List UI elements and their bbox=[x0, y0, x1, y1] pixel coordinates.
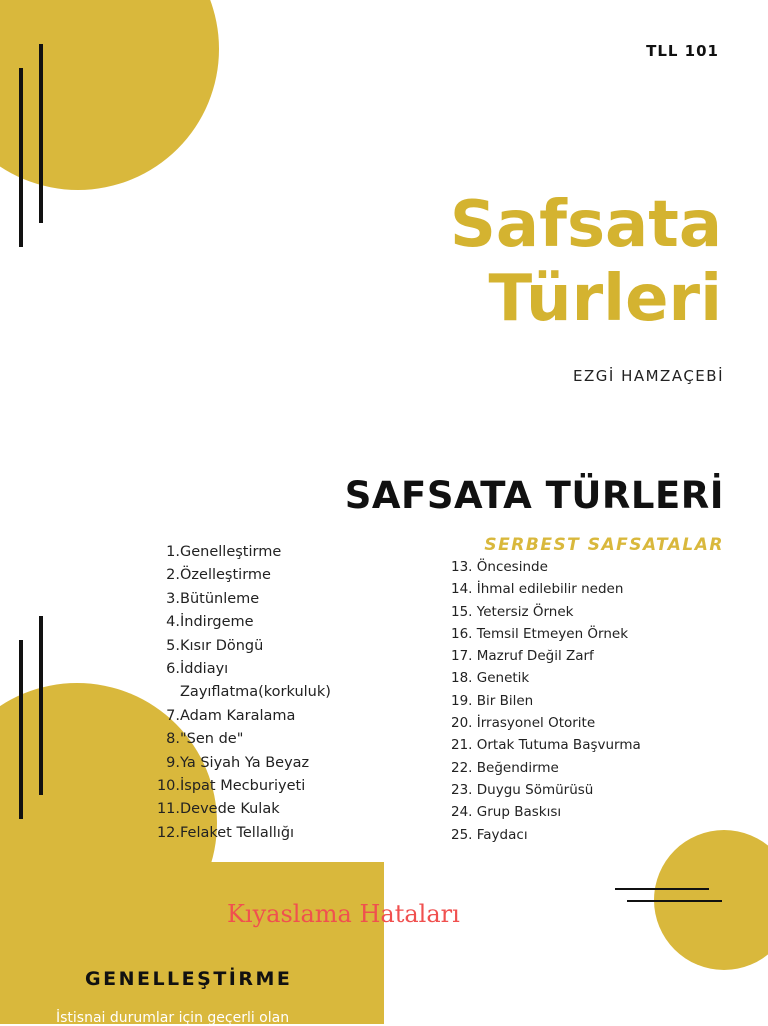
list-item bbox=[140, 635, 380, 658]
author-name: EZGİ HAMZAÇEBİ bbox=[573, 367, 724, 385]
mid-vertical-line-right bbox=[39, 616, 43, 795]
list-item-text: İspat Mecburiyeti bbox=[180, 777, 306, 794]
list-item bbox=[140, 752, 380, 775]
list-item bbox=[140, 658, 380, 705]
bottom-horizontal-line-bottom bbox=[627, 900, 722, 902]
list-item bbox=[140, 541, 380, 564]
list-item: 20. İrrasyonel Otorite bbox=[451, 715, 596, 732]
list-item: 19. Bir Bilen bbox=[451, 692, 534, 709]
list-item-text: Devede Kulak bbox=[180, 801, 280, 818]
list-item: 24. Grup Baskısı bbox=[451, 804, 562, 821]
genellestirme-description: İstisnai durumlar için geçerli olan bbox=[56, 1010, 290, 1026]
list-item-number: 11. bbox=[156, 801, 180, 818]
list-item-number: 1. bbox=[166, 544, 180, 560]
list-item-text: İddiayı Zayıflatma(korkuluk) bbox=[180, 660, 331, 701]
mid-vertical-line-left bbox=[19, 640, 23, 819]
bottom-horizontal-line-top bbox=[615, 888, 709, 890]
section-heading: SAFSATA TÜRLERİ bbox=[344, 474, 724, 517]
list-item bbox=[140, 588, 380, 611]
list-item-text: Felaket Tellallığı bbox=[180, 824, 295, 841]
right-fallacy-list bbox=[451, 556, 641, 846]
course-code: TLL 101 bbox=[646, 42, 719, 60]
list-item: 17. Mazruf Değil Zarf bbox=[451, 648, 594, 665]
list-item: 13. Öncesinde bbox=[451, 559, 548, 575]
list-item: 14. İhmal edilebilir neden bbox=[451, 581, 624, 598]
list-item: 15. Yetersiz Örnek bbox=[451, 603, 574, 620]
title-line-1: Safsata bbox=[449, 188, 722, 262]
footer-yellow-block bbox=[0, 862, 384, 1024]
list-item-text: Kısır Döngü bbox=[180, 637, 264, 654]
list-item: 16. Temsil Etmeyen Örnek bbox=[451, 625, 629, 642]
list-item-number: 2. bbox=[166, 567, 180, 584]
section-subheading: SERBEST SAFSATALAR bbox=[484, 535, 724, 555]
list-item-text: Ya Siyah Ya Beyaz bbox=[180, 754, 310, 771]
genellestirme-heading: GENELLEŞTİRME bbox=[85, 968, 293, 990]
list-item-number: 12. bbox=[156, 824, 180, 841]
list-item bbox=[140, 564, 380, 587]
left-fallacy-list bbox=[140, 541, 380, 845]
list-item-text: Adam Karalama bbox=[180, 707, 296, 724]
list-item: 21. Ortak Tutuma Başvurma bbox=[451, 737, 641, 754]
top-left-circle bbox=[0, 0, 219, 190]
list-item-number: 8. bbox=[166, 731, 180, 748]
list-item-text: Bütünleme bbox=[180, 590, 260, 607]
list-item-number: 9. bbox=[166, 754, 180, 771]
list-item bbox=[140, 822, 380, 845]
list-item: 23. Duygu Sömürüsü bbox=[451, 781, 594, 798]
list-item: 22. Beğendirme bbox=[451, 759, 559, 776]
list-item bbox=[140, 728, 380, 751]
list-item: 25. Faydacı bbox=[451, 826, 528, 843]
kiyaslama-heading: Kıyaslama Hataları bbox=[227, 900, 460, 928]
list-item-text: İndirgeme bbox=[180, 614, 254, 631]
list-item-number: 3. bbox=[166, 590, 180, 607]
list-item-number: 7. bbox=[166, 707, 180, 724]
list-item bbox=[140, 611, 380, 634]
top-vertical-line-left bbox=[19, 68, 23, 247]
list-item-text: "Sen de" bbox=[180, 731, 244, 748]
list-item-number: 10. bbox=[156, 777, 180, 794]
list-item bbox=[140, 798, 380, 821]
list-item-number: 4. bbox=[166, 614, 180, 631]
list-item bbox=[140, 775, 380, 798]
title-line-2: Türleri bbox=[488, 262, 722, 336]
list-item-text: Özelleştirme bbox=[180, 567, 271, 584]
list-item-text: Genelleştirme bbox=[180, 544, 282, 560]
list-item: 18. Genetik bbox=[451, 670, 530, 687]
top-vertical-line-right bbox=[39, 44, 43, 223]
list-item-number: 5. bbox=[166, 637, 180, 654]
list-item bbox=[140, 705, 380, 728]
list-item-number: 6. bbox=[166, 660, 180, 677]
